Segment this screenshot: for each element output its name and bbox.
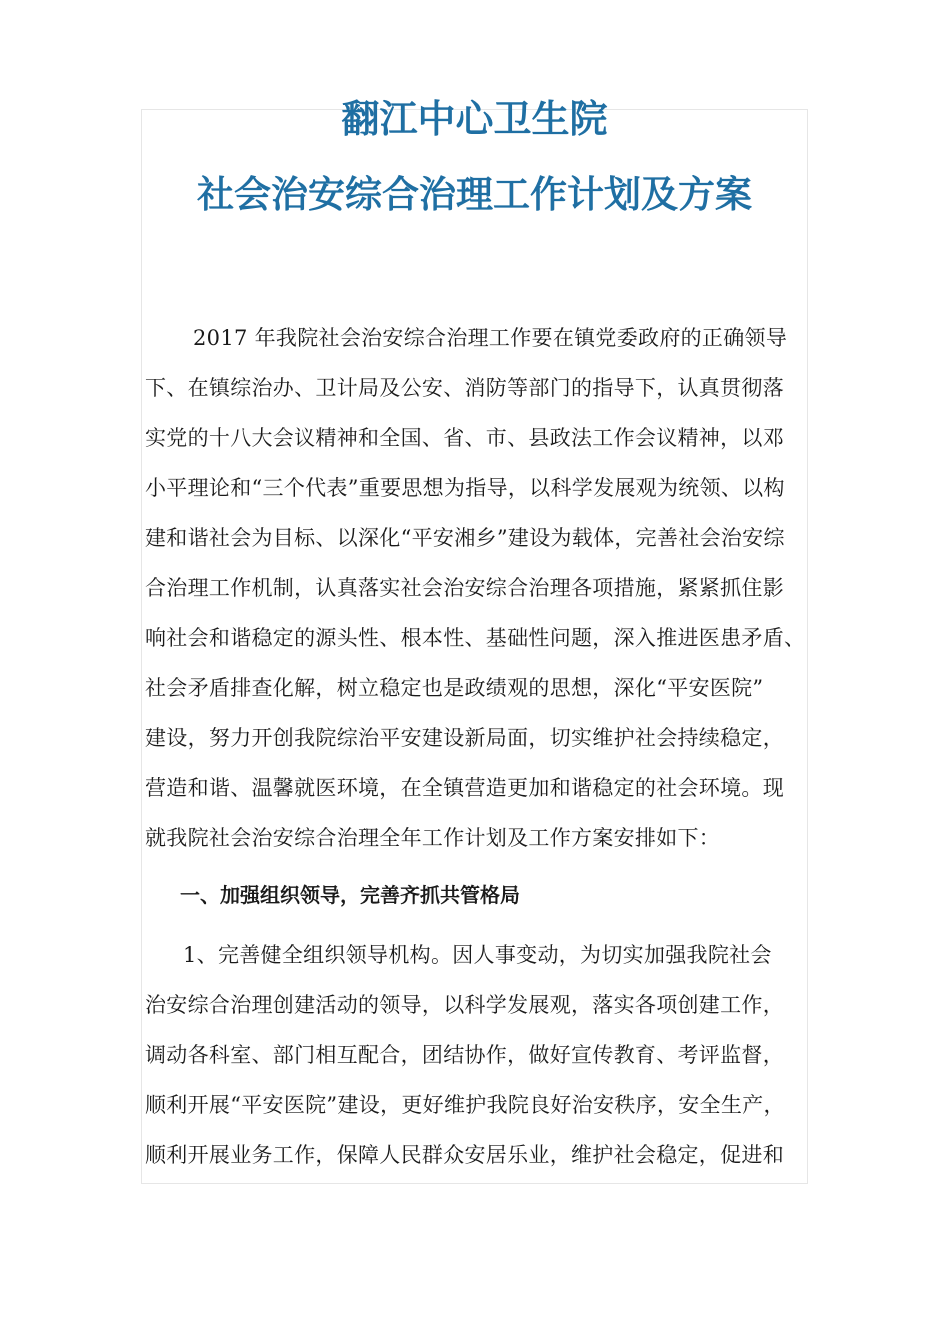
intro-line: 合治理工作机制，认真落实社会治安综合治理各项措施，紧紧抓住影 — [145, 576, 784, 600]
document-subtitle: 社会治安综合治理工作计划及方案 — [197, 172, 752, 216]
intro-line: 社会矛盾排查化解，树立稳定也是政绩观的思想，深化“平安医院” — [145, 676, 764, 700]
section1-line: 治安综合治理创建活动的领导，以科学发展观，落实各项创建工作， — [145, 993, 784, 1017]
intro-line: 下、在镇综治办、卫计局及公安、消防等部门的指导下，认真贯彻落 — [145, 376, 784, 400]
intro-line: 2017 年我院社会治安综合治理工作要在镇党委政府的正确领导 — [193, 326, 788, 350]
section1-line: 1、完善健全组织领导机构。因人事变动，为切实加强我院社会 — [183, 943, 772, 967]
intro-paragraph — [145, 313, 817, 863]
section1-line: 调动各科室、部门相互配合，团结协作，做好宣传教育、考评监督， — [145, 1043, 784, 1067]
section1-line: 顺利开展业务工作，保障人民群众安居乐业，维护社会稳定，促进和 — [145, 1143, 784, 1167]
intro-line: 营造和谐、温馨就医环境，在全镇营造更加和谐稳定的社会环境。现 — [145, 776, 784, 800]
section-heading: 一、加强组织领导，完善齐抓共管格局 — [180, 883, 520, 907]
intro-line: 小平理论和“三个代表”重要思想为指导，以科学发展观为统领、以构 — [145, 476, 785, 500]
intro-line: 就我院社会治安综合治理全年工作计划及工作方案安排如下： — [145, 826, 721, 850]
intro-line: 建设，努力开创我院综治平安建设新局面，切实维护社会持续稳定， — [145, 726, 784, 750]
intro-line: 响社会和谐稳定的源头性、根本性、基础性问题，深入推进医患矛盾、 — [145, 626, 806, 650]
intro-line: 建和谐社会为目标、以深化“平安湘乡”建设为载体，完善社会治安综 — [145, 526, 785, 550]
intro-line: 实党的十八大会议精神和全国、省、市、县政法工作会议精神，以邓 — [145, 426, 784, 450]
section1-line: 顺利开展“平安医院”建设，更好维护我院良好治安秩序，安全生产， — [145, 1093, 785, 1117]
section1-paragraph — [145, 930, 817, 1180]
document-title: 翻江中心卫生院 — [341, 96, 608, 141]
